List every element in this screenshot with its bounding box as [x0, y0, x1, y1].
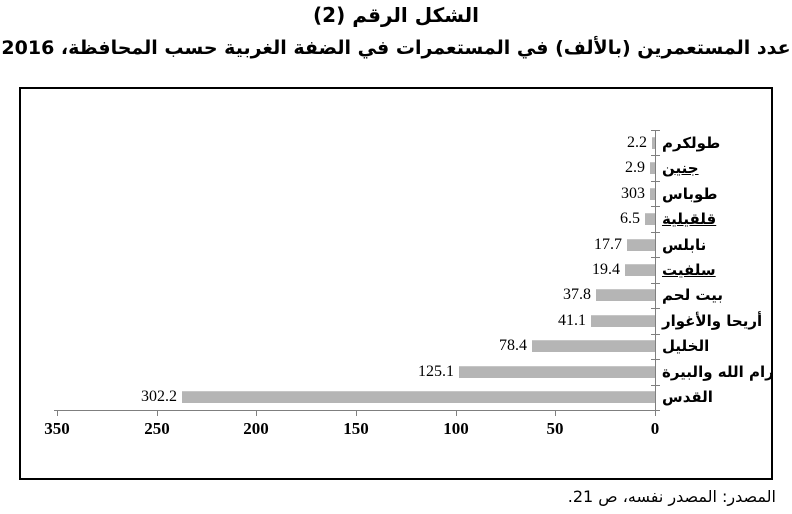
category-tick [651, 385, 660, 386]
source-note: المصدر: المصدر نفسه، ص 21. [567, 487, 776, 506]
bar [591, 315, 655, 327]
x-tick [456, 410, 457, 416]
x-tick-label: 200 [243, 419, 269, 438]
category-tick [651, 155, 660, 156]
x-tick [356, 410, 357, 416]
category-label: رام الله والبيرة [662, 363, 774, 381]
x-tick [57, 410, 58, 416]
category-label: الخليل [662, 337, 710, 355]
x-tick-label: 150 [343, 419, 369, 438]
bar [645, 213, 655, 225]
bar [650, 188, 655, 200]
bar [627, 239, 655, 251]
category-tick [651, 232, 660, 233]
x-tick-label: 250 [144, 419, 170, 438]
bar-value-label: 302.2 [141, 388, 177, 405]
bar [650, 162, 655, 174]
bar [596, 289, 655, 301]
x-tick [256, 410, 257, 416]
category-label: بيت لحم [662, 286, 724, 304]
category-tick [651, 334, 660, 335]
category-axis-line [655, 130, 656, 411]
category-label: طوباس [662, 185, 718, 203]
x-tick-label: 100 [443, 419, 469, 438]
category-tick [651, 359, 660, 360]
x-tick [157, 410, 158, 416]
category-label: طولكرم [662, 134, 721, 152]
bar [532, 340, 655, 352]
x-tick-label: 350 [44, 419, 70, 438]
category-label: جنين [662, 159, 699, 177]
bar-value-label: 303 [621, 185, 645, 202]
value-axis-line [54, 410, 656, 411]
bar-value-label: 6.5 [620, 210, 640, 227]
plot-area [21, 89, 774, 478]
chart-frame [19, 87, 773, 480]
category-label: أريحا والأغوار [662, 312, 763, 330]
bar-value-label: 37.8 [563, 286, 591, 303]
category-tick [651, 410, 660, 411]
category-tick [651, 206, 660, 207]
category-label: نابلس [662, 236, 707, 254]
category-tick [651, 130, 660, 131]
category-tick [651, 308, 660, 309]
bar [182, 391, 655, 403]
bar-value-label: 19.4 [592, 261, 620, 278]
category-label: القدس [662, 388, 713, 406]
category-tick [651, 283, 660, 284]
bar [459, 366, 655, 378]
category-label: قلقيلية [662, 210, 717, 228]
category-tick [651, 181, 660, 182]
bar [625, 264, 655, 276]
x-tick-label: 0 [650, 419, 660, 438]
bar-value-label: 125.1 [418, 363, 454, 380]
bar-value-label: 41.1 [558, 312, 586, 329]
figure-number: الشكل الرقم (2) [313, 3, 479, 27]
bar-value-label: 78.4 [499, 337, 527, 354]
bar-value-label: 17.7 [594, 236, 622, 253]
bar [652, 137, 655, 149]
category-label: سلفيت [662, 261, 716, 279]
bar-value-label: 2.2 [627, 134, 647, 151]
x-tick [555, 410, 556, 416]
x-tick-label: 50 [546, 419, 564, 438]
figure-title: عدد المستعمرين (بالألف) في المستعمرات في الضفة الغربية حسب المحافظة، 2016 [1, 37, 791, 59]
bar-value-label: 2.9 [625, 159, 645, 176]
category-tick [651, 257, 660, 258]
